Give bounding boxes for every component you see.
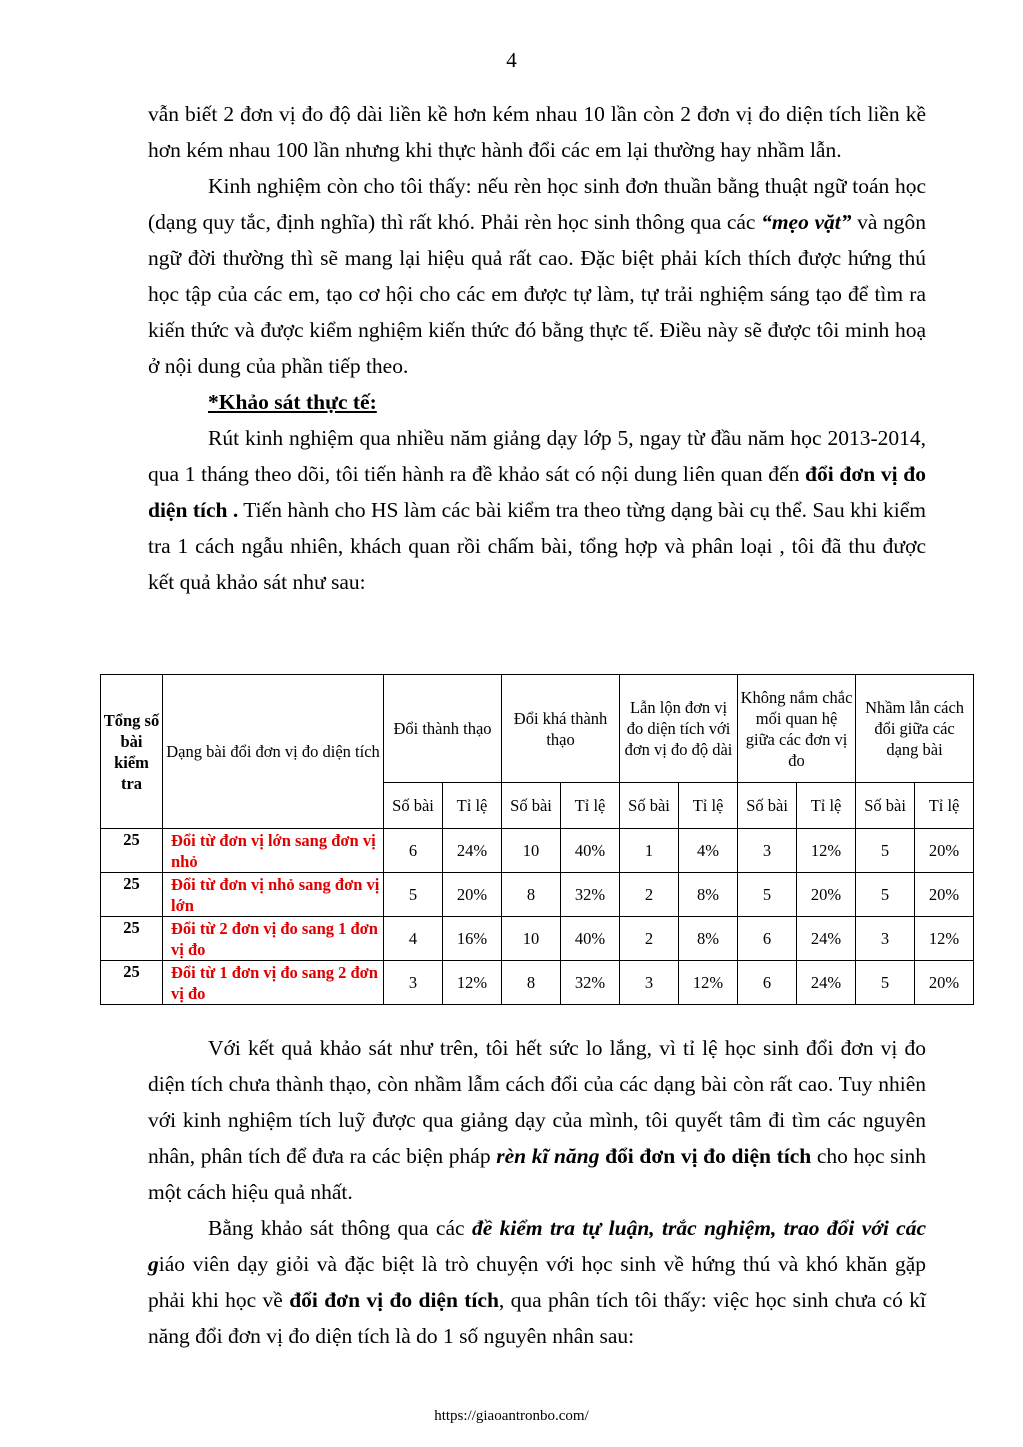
table-row (101, 829, 974, 873)
header-group-2: Đổi khá thành thạo (502, 675, 620, 783)
paragraph-4-text-b: cho học sinh một cách hiệu quả nhất. (148, 1144, 927, 1204)
row-count: 6 (738, 961, 797, 1005)
row-count: 5 (856, 873, 915, 917)
row-count: 6 (384, 829, 443, 873)
row-count: 3 (620, 961, 679, 1005)
paragraph-5-bold: đổi đơn vị đo diện tích (289, 1288, 499, 1312)
row-total: 25 (101, 917, 163, 961)
row-rate: 12% (797, 829, 856, 873)
survey-results-table (100, 674, 974, 1005)
paragraph-3-text-a: Rút kinh nghiệm qua nhiều năm giảng dạy lớp 5, ngay từ đầu năm học 2013-2014, qua 1 tháng theo dõi, tôi tiến hành ra đề khảo sát có nội dung liên quan đến (148, 426, 926, 486)
row-rate: 20% (443, 873, 502, 917)
row-rate: 20% (915, 873, 974, 917)
subheader-rate: Tỉ lệ (561, 783, 620, 829)
row-rate: 12% (915, 917, 974, 961)
row-rate: 16% (443, 917, 502, 961)
subheader-rate: Tỉ lệ (679, 783, 738, 829)
paragraph-5 (148, 1210, 926, 1354)
paragraph-4-emphasis: rèn kĩ năng (496, 1144, 600, 1168)
paragraph-4-text-a: Với kết quả khảo sát như trên, tôi hết sức lo lắng, vì tỉ lệ học sinh đổi đơn vị đo diện tích chưa thành thạo, còn nhầm lẫm cách đổi của các dạng bài còn rất cao. Tuy nhiên với kinh nghiệm tích luỹ được qua giảng dạy của mình, tôi quyết tâm đi tìm các nguyên nhân, phân tích để đưa ra các biện pháp (148, 1036, 926, 1168)
row-count: 5 (384, 873, 443, 917)
row-rate: 8% (679, 873, 738, 917)
paragraph-2-text-a: Kinh nghiệm còn cho tôi thấy: nếu rèn học sinh đơn thuần bằng thuật ngữ toán học (dạng quy tắc, định nghĩa) thì rất khó. Phải rèn học sinh thông qua các (148, 174, 926, 234)
row-count: 8 (502, 961, 561, 1005)
table-header-row (101, 675, 974, 783)
row-type: Đổi từ 1 đơn vị đo sang 2 đơn vị đo (163, 961, 384, 1005)
header-group-5: Nhầm lẫn cách đổi giữa các dạng bài (856, 675, 974, 783)
row-rate: 20% (915, 829, 974, 873)
row-count: 4 (384, 917, 443, 961)
paragraph-5-text-b: iáo viên dạy giỏi và đặc biệt là trò chuyện với học sinh về hứng thú và khó khăn gặp phải khi học về (148, 1252, 926, 1312)
survey-heading-line (148, 384, 926, 420)
row-rate: 20% (915, 961, 974, 1005)
conclusion-text (148, 1030, 926, 1354)
row-count: 3 (738, 829, 797, 873)
table-row (101, 873, 974, 917)
survey-heading: *Khảo sát thực tế: (208, 390, 377, 414)
row-rate: 24% (797, 961, 856, 1005)
paragraph-3-bold: đổi đơn vị đo diện tích . (148, 462, 926, 522)
paragraph-2-emphasis: “mẹo vặt” (761, 210, 852, 234)
row-rate: 8% (679, 917, 738, 961)
row-count: 10 (502, 917, 561, 961)
subheader-rate: Tỉ lệ (915, 783, 974, 829)
paragraph-4 (148, 1030, 926, 1210)
header-group-4: Không nắm chắc mối quan hệ giữa các đơn vị đo (738, 675, 856, 783)
row-rate: 12% (443, 961, 502, 1005)
row-count: 3 (384, 961, 443, 1005)
row-rate: 12% (679, 961, 738, 1005)
subheader-rate: Tỉ lệ (443, 783, 502, 829)
row-type: Đổi từ 2 đơn vị đo sang 1 đơn vị đo (163, 917, 384, 961)
subheader-count: Số bài (384, 783, 443, 829)
row-rate: 4% (679, 829, 738, 873)
table-body (101, 829, 974, 1005)
row-rate: 32% (561, 961, 620, 1005)
row-rate: 40% (561, 917, 620, 961)
paragraph-3 (148, 420, 926, 600)
row-count: 5 (738, 873, 797, 917)
row-count: 5 (856, 961, 915, 1005)
paragraph-1: vẫn biết 2 đơn vị đo độ dài liền kề hơn kém nhau 10 lần còn 2 đơn vị đo diện tích liền kề hơn kém nhau 100 lần nhưng khi thực hành đổi các em lại thường hay nhầm lẫn. (148, 102, 926, 162)
row-count: 2 (620, 917, 679, 961)
subheader-count: Số bài (738, 783, 797, 829)
row-count: 1 (620, 829, 679, 873)
row-rate: 32% (561, 873, 620, 917)
row-type: Đổi từ đơn vị nhỏ sang đơn vị lớn (163, 873, 384, 917)
row-type: Đổi từ đơn vị lớn sang đơn vị nhỏ (163, 829, 384, 873)
table-row (101, 961, 974, 1005)
row-rate: 40% (561, 829, 620, 873)
paragraph-4-bold: đổi đơn vị đo diện tích (605, 1144, 812, 1168)
row-total: 25 (101, 873, 163, 917)
subheader-count: Số bài (620, 783, 679, 829)
footer-url: https://giaoantronbo.com/ (434, 1408, 589, 1424)
row-count: 5 (856, 829, 915, 873)
paragraph-2-text-b: và ngôn ngữ đời thường thì sẽ mang lại hiệu quả rất cao. Đặc biệt phải kích thích được hứng thú học tập của các em, tạo cơ hội cho các em được tự làm, tự trải nghiệm sáng tạo để tìm ra kiến thức và được kiểm nghiệm kiến thức đó bằng thực tế. Điều này sẽ được tôi minh hoạ ở nội dung của phần tiếp theo. (148, 210, 926, 378)
row-count: 3 (856, 917, 915, 961)
paragraph-5-text-a: Bằng khảo sát thông qua các (208, 1216, 472, 1240)
row-count: 2 (620, 873, 679, 917)
row-rate: 20% (797, 873, 856, 917)
row-count: 6 (738, 917, 797, 961)
header-type: Dạng bài đổi đơn vị đo diện tích (163, 675, 384, 829)
row-total: 25 (101, 829, 163, 873)
subheader-count: Số bài (502, 783, 561, 829)
page-number: 4 (506, 48, 517, 72)
paragraph-5-emphasis: đề kiểm tra tự luận, trắc nghiệm, trao đổi với các g (148, 1216, 927, 1276)
header-group-1: Đổi thành thạo (384, 675, 502, 783)
row-rate: 24% (797, 917, 856, 961)
row-count: 8 (502, 873, 561, 917)
header-group-3: Lẫn lộn đơn vị đo diện tích với đơn vị đo độ dài (620, 675, 738, 783)
row-rate: 24% (443, 829, 502, 873)
intro-text (148, 96, 926, 600)
header-total: Tổng số bài kiểm tra (101, 675, 163, 829)
paragraph-5-text-c: , qua phân tích tôi thấy: việc học sinh chưa có kĩ năng đổi đơn vị đo diện tích là do 1 số nguyên nhân sau: (148, 1288, 926, 1348)
table-row (101, 917, 974, 961)
row-total: 25 (101, 961, 163, 1005)
paragraph-2 (148, 168, 926, 384)
subheader-rate: Tỉ lệ (797, 783, 856, 829)
paragraph-3-text-b: Tiến hành cho HS làm các bài kiểm tra theo từng dạng bài cụ thể. Sau khi kiểm tra 1 cách ngẫu nhiên, khách quan rồi chấm bài, tổng hợp và phân loại , tôi đã thu được kết quả khảo sát như sau: (148, 498, 926, 594)
subheader-count: Số bài (856, 783, 915, 829)
row-count: 10 (502, 829, 561, 873)
